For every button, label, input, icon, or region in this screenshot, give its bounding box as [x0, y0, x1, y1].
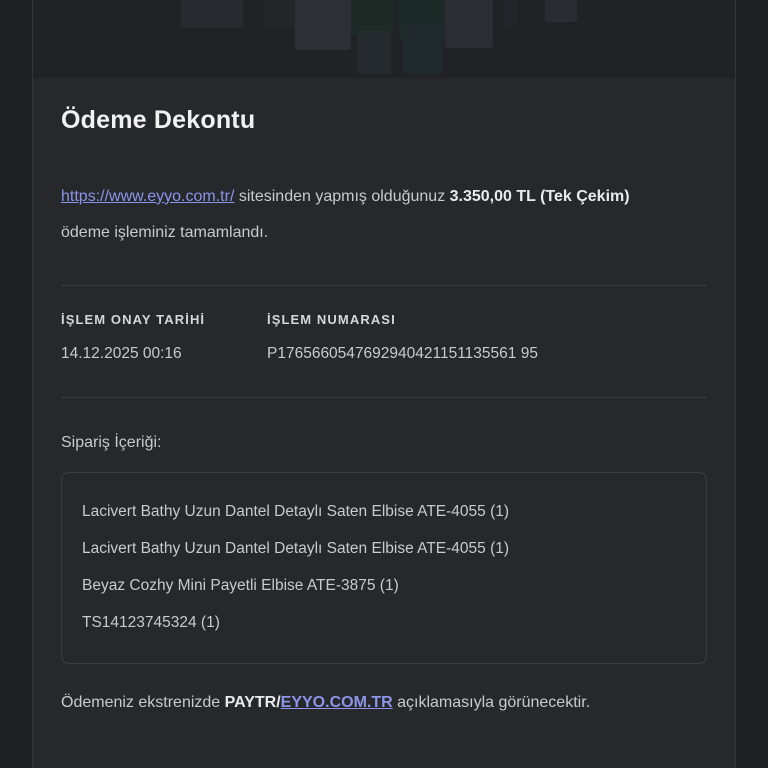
- statement-note-text-start: Ödemeniz ekstrenizde: [61, 694, 225, 711]
- table-header-row: [61, 312, 707, 345]
- table-row: [61, 345, 707, 363]
- column-header-transaction-number: İŞLEM NUMARASI: [267, 312, 396, 327]
- list-item: Lacivert Bathy Uzun Dantel Detaylı Saten Elbise ATE-4055 (1): [82, 540, 510, 557]
- banner-shape: [265, 0, 295, 28]
- header-banner-image: [33, 0, 735, 78]
- receipt-card: [32, 0, 736, 768]
- statement-note: [61, 690, 707, 716]
- receipt-intro-paragraph: [61, 179, 681, 251]
- banner-shape: [295, 0, 351, 50]
- transaction-info-table: [61, 312, 707, 363]
- banner-shape: [403, 22, 443, 74]
- divider-bottom: [61, 397, 707, 398]
- banner-shape: [181, 0, 243, 28]
- value-transaction-number: P1765660547692940421151135561 95: [267, 345, 538, 362]
- merchant-site-link[interactable]: https://www.eyyo.com.tr/: [61, 188, 235, 205]
- banner-shape: [357, 30, 391, 74]
- list-item: Beyaz Cozhy Mini Payetli Elbise ATE-3875 (1): [82, 577, 399, 594]
- banner-shape: [445, 0, 493, 48]
- order-content-label: Sipariş İçeriği:: [61, 434, 162, 451]
- page-left-gutter: [0, 0, 32, 768]
- order-items-box: [61, 472, 707, 664]
- divider-top: [61, 285, 707, 286]
- banner-shape: [503, 0, 517, 26]
- intro-text-end: ödeme işleminiz tamamlandı.: [61, 224, 269, 241]
- intro-text-after-link: sitesinden yapmış olduğunuz: [234, 188, 450, 205]
- banner-shape: [545, 0, 577, 22]
- statement-note-text-end: açıklamasıyla görünecektir.: [392, 694, 591, 711]
- page-title: Ödeme Dekontu: [61, 106, 256, 134]
- list-item: TS14123745324 (1): [82, 614, 220, 631]
- column-header-approval-date: İŞLEM ONAY TARİHİ: [61, 312, 206, 327]
- payment-amount: 3.350,00 TL (Tek Çekim): [449, 188, 630, 205]
- page-right-gutter: [736, 0, 768, 768]
- payment-provider-name: PAYTR/: [224, 694, 281, 711]
- list-item: Lacivert Bathy Uzun Dantel Detaylı Saten Elbise ATE-4055 (1): [82, 503, 510, 520]
- value-approval-date: 14.12.2025 00:16: [61, 345, 182, 362]
- merchant-domain-link[interactable]: EYYO.COM.TR: [280, 694, 393, 711]
